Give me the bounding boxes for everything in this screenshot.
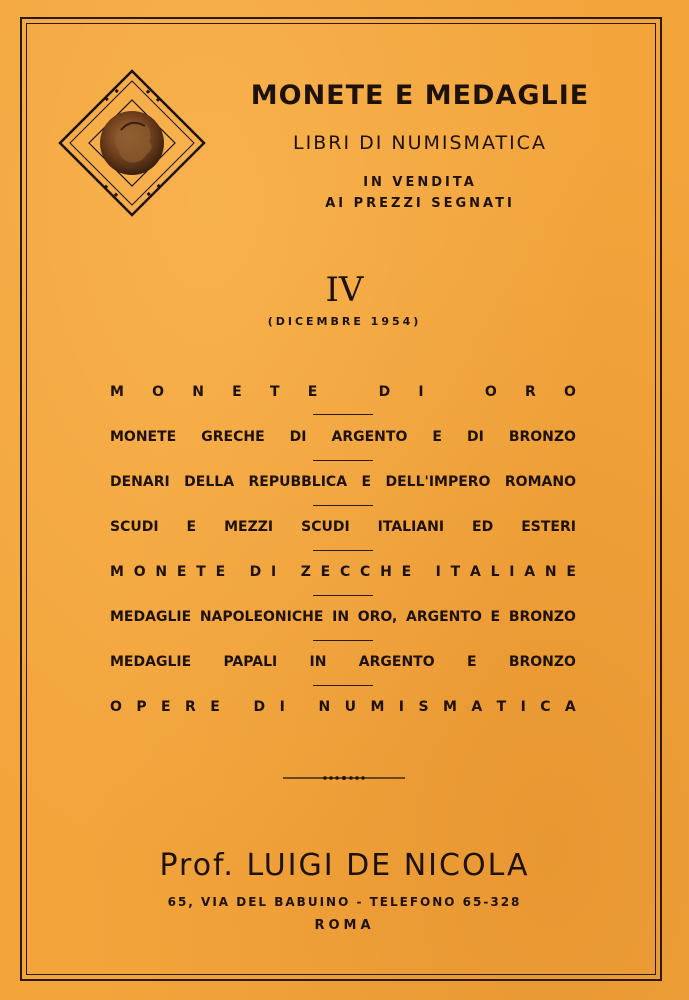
category-separator (313, 460, 373, 461)
category-separator (313, 685, 373, 686)
category-word: ESTERI (521, 519, 576, 535)
category-word: BRONZO (508, 654, 576, 670)
category-word: MONETE (110, 429, 177, 445)
category-char: O (564, 384, 576, 400)
category-word: ITALIANI (377, 519, 445, 535)
category-roman-denarii (110, 474, 576, 490)
category-char: I (279, 699, 285, 715)
category-word: IN (332, 609, 350, 625)
author-address: 65, VIA DEL BABUINO - TELEFONO 65-328 (167, 895, 522, 909)
category-char: M (110, 564, 124, 580)
category-scudi (110, 519, 576, 535)
category-char: M (442, 699, 457, 715)
category-char: L (490, 564, 500, 580)
category-word: DELL'IMPERO (385, 474, 491, 490)
category-char: O (152, 384, 165, 400)
category-char: N (155, 564, 168, 580)
issue-number: IV (325, 270, 364, 310)
catalog-title: MONETE E MEDAGLIE (250, 80, 590, 111)
category-separator (313, 640, 373, 641)
category-word: PAPALI (223, 654, 278, 670)
category-napoleonic-medals (110, 609, 576, 625)
category-char: N (192, 384, 204, 400)
category-char: A (471, 699, 483, 715)
category-char: C (360, 564, 371, 580)
catalog-subtitle: LIBRI DI NUMISMATICA (293, 132, 547, 154)
category-char: I (509, 564, 515, 580)
category-word: E (466, 654, 477, 670)
category-word: MEDAGLIE (110, 609, 192, 625)
author-city: ROMA (314, 918, 375, 933)
category-char: A (564, 699, 576, 715)
category-word: BRONZO (508, 429, 576, 445)
category-char: C (339, 564, 351, 580)
ornamental-divider (283, 775, 405, 781)
category-word: IN (309, 654, 327, 670)
category-char: A (469, 564, 481, 580)
category-char: E (401, 564, 412, 580)
category-gold-coins (110, 384, 576, 400)
category-char: R (185, 699, 196, 715)
category-char: D (253, 699, 266, 715)
category-char: Z (300, 564, 311, 580)
category-word: DENARI (110, 474, 170, 490)
category-char: I (435, 564, 441, 580)
category-char: E (320, 564, 331, 580)
category-char: T (269, 384, 280, 400)
sale-line-1: IN VENDITA (363, 175, 477, 190)
category-char: E (566, 564, 576, 580)
category-italian-mints (110, 564, 576, 580)
category-separator (313, 550, 373, 551)
category-char: P (136, 699, 147, 715)
category-word: DELLA (184, 474, 235, 490)
category-word: ARGENTO (331, 429, 408, 445)
association-emblem-icon (57, 68, 207, 218)
category-word: ORO, (357, 609, 398, 625)
category-word: ARGENTO (358, 654, 435, 670)
category-char: S (418, 699, 429, 715)
category-word: SCUDI (301, 519, 350, 535)
category-char: T (496, 699, 507, 715)
category-char: C (540, 699, 551, 715)
category-char: O (110, 699, 122, 715)
category-word: GRECHE (201, 429, 265, 445)
category-char: A (524, 564, 536, 580)
category-word: ROMANO (504, 474, 576, 490)
category-char: D (378, 384, 391, 400)
category-char: O (484, 384, 497, 400)
category-word: DI (466, 429, 484, 445)
sale-line-2: AI PREZZI SEGNATI (325, 196, 515, 211)
category-char: E (232, 384, 242, 400)
category-char: N (318, 699, 331, 715)
category-char: E (215, 564, 226, 580)
category-char: E (307, 384, 318, 400)
category-word: E (361, 474, 372, 490)
category-separator (313, 505, 373, 506)
category-numismatic-works (110, 699, 576, 715)
category-char: I (418, 384, 424, 400)
category-char (235, 564, 240, 580)
category-word: MEDAGLIE (110, 654, 192, 670)
category-word: MEZZI (224, 519, 274, 535)
category-word: E (490, 609, 501, 625)
category-char (346, 384, 351, 400)
category-word: SCUDI (110, 519, 159, 535)
category-word: REPUBBLICA (248, 474, 348, 490)
issue-date: (DICEMBRE 1954) (267, 315, 422, 328)
category-word: DI (289, 429, 307, 445)
category-char: R (525, 384, 536, 400)
category-separator (313, 595, 373, 596)
category-word: NAPOLEONICHE (199, 609, 324, 625)
category-word: ED (472, 519, 494, 535)
category-word: E (186, 519, 197, 535)
category-char (286, 564, 291, 580)
category-char: I (398, 699, 405, 715)
category-word: E (432, 429, 442, 445)
category-greek-coins (110, 429, 576, 445)
category-char: O (133, 564, 146, 580)
category-char (421, 564, 426, 580)
category-char: N (544, 564, 557, 580)
category-char: H (380, 564, 392, 580)
category-word: BRONZO (508, 609, 576, 625)
category-separator (313, 414, 373, 415)
category-char: U (344, 699, 357, 715)
category-char: E (161, 699, 171, 715)
category-char: T (450, 564, 461, 580)
category-char: E (176, 564, 187, 580)
category-char (452, 384, 457, 400)
category-char: M (110, 384, 124, 400)
category-char (234, 699, 239, 715)
category-word: ARGENTO (406, 609, 482, 625)
category-char: I (271, 564, 277, 580)
category-char: E (210, 699, 220, 715)
category-papal-medals (110, 654, 576, 670)
category-char: D (249, 564, 262, 580)
category-char: M (370, 699, 385, 715)
category-char (299, 699, 304, 715)
author-name: Prof. LUIGI DE NICOLA (159, 848, 530, 883)
category-char: T (196, 564, 206, 580)
category-char: I (520, 699, 526, 715)
